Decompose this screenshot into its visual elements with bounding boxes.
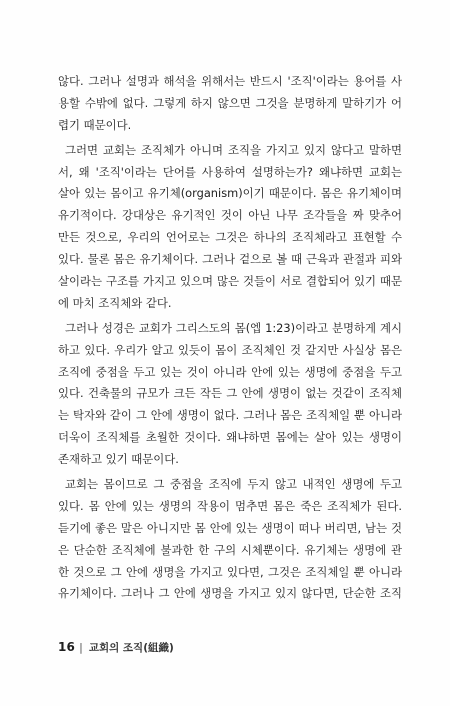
page-number: 16 (58, 640, 76, 654)
text-line: 한 것으로 그 안에 생명을 가지고 있다면, 그것은 조직체일 뿐 아니라 (58, 564, 402, 579)
text-line: 그러나 성경은 교회가 그리스도의 몸(엡 1:23)이라고 분명하게 계시 (65, 320, 402, 335)
paragraph (58, 318, 402, 471)
text-line: 있다. 몸 안에 있는 생명의 작용이 멈추면 몸은 죽은 조직체가 된다. (58, 498, 402, 513)
page-footer (58, 638, 402, 656)
text-line: 조직에 중점을 두고 있는 것이 아니라 안에 있는 생명에 중점을 두고 (58, 364, 402, 379)
text-line: 교회는 몸이므로 그 중점을 조직에 두지 않고 내적인 생명에 두고 (65, 477, 402, 492)
text-line: 듣기에 좋은 말은 아니지만 몸 안에 있는 생명이 떠나 버리면, 남는 것 (58, 520, 402, 535)
text-line: 는 탁자와 같이 그 안에 생명이 없다. 그러나 몸은 조직체일 뿐 아니라 (58, 408, 402, 423)
paragraph (58, 140, 402, 315)
text-line: 그러면 교회는 조직체가 아니며 조직을 가지고 있지 않다고 말하면 (65, 142, 402, 157)
text-line: 하고 있다. 우리가 알고 있듯이 몸이 조직체인 것 같지만 사실상 몸은 (58, 342, 402, 357)
text-line: 용할 수밖에 없다. 그렇게 하지 않으면 그것을 분명하게 말하기가 어 (58, 95, 402, 110)
text-line: 있다. 건축물의 규모가 크든 작든 그 안에 생명이 없는 것같이 조직체 (58, 386, 402, 401)
text-line: 존재하고 있기 때문이다. (58, 452, 179, 467)
footer-separator: | (79, 640, 83, 654)
text-line: 않다. 그러나 설명과 해석을 위해서는 반드시 '조직'이라는 용어를 사 (58, 74, 402, 88)
text-line: 에 마치 조직체와 같다. (58, 295, 172, 310)
text-line: 있다. 물론 몸은 유기체이다. 그러나 겉으로 볼 때 근육과 관절과 피와 (58, 252, 402, 267)
text-line: 살이라는 구조를 가지고 있으며 많은 것들이 서로 결합되어 있기 때문 (58, 274, 402, 289)
paragraph (58, 474, 402, 605)
text-line: 서, 왜 '조직'이라는 단어를 사용하여 설명하는가? 왜냐하면 교회는 (58, 164, 402, 179)
text-line: 은 단순한 조직체에 불과한 한 구의 시체뿐이다. 유기체는 생명에 관 (58, 542, 402, 557)
text-line: 유기체이다. 그러나 그 안에 생명을 가지고 있지 않다면, 단순한 조직 (58, 586, 402, 601)
text-line: 더욱이 조직체를 초월한 것이다. 왜냐하면 몸에는 살아 있는 생명이 (58, 430, 402, 445)
body-text (58, 71, 402, 608)
text-line: 만든 것으로, 우리의 언어로는 그것은 하나의 조직체라고 표현할 수 (58, 230, 402, 245)
text-line: 살아 있는 몸이고 유기체(organism)이기 때문이다. 몸은 유기체이며 (58, 186, 402, 201)
paragraph (58, 71, 402, 137)
running-title: 교회의 조직(組織) (88, 641, 174, 654)
text-line: 유기적이다. 강대상은 유기적인 것이 아닌 나무 조각들을 짜 맞추어 (58, 208, 402, 223)
text-line: 렵기 때문이다. (58, 117, 132, 132)
